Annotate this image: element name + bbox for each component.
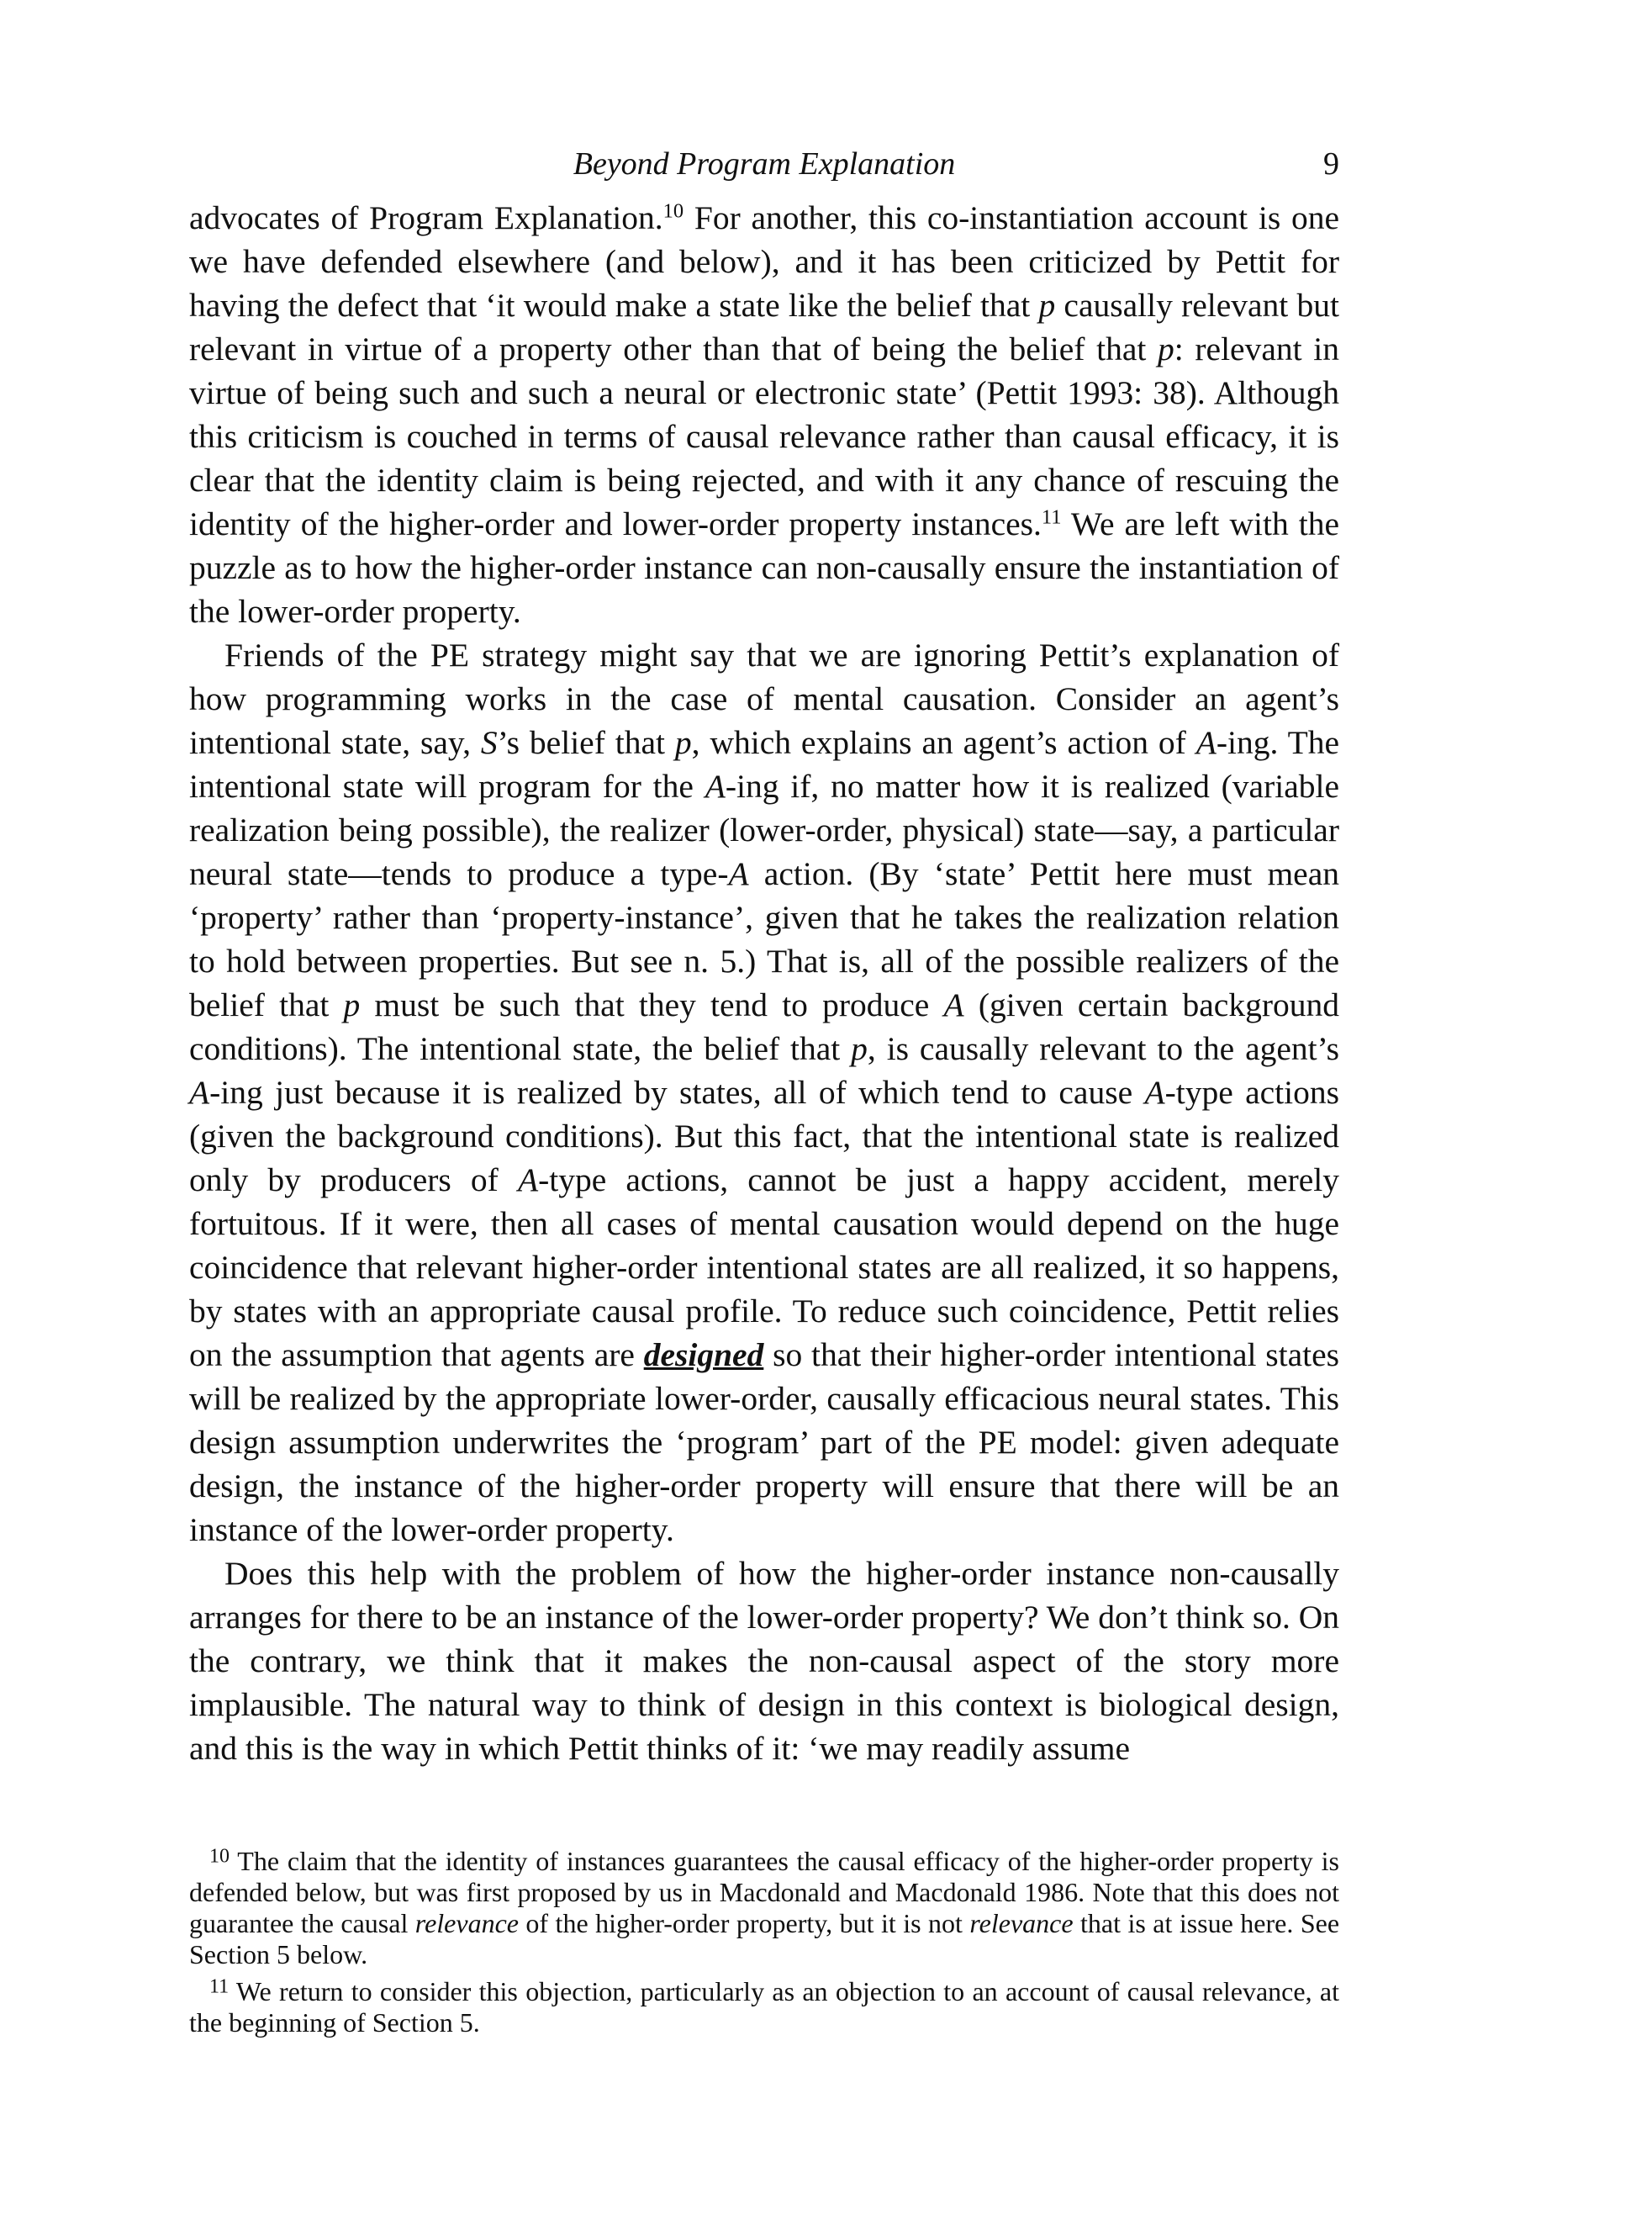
text-span: action. (By ‘state’ Pettit here must mean ‘property’ rather than ‘property-instance’, given that he takes the realization relation to hold between properties. But see n. 5.) That is, all of the possible realizers of the belief that: [189, 855, 1339, 1023]
footnote-11: [189, 1976, 1339, 2038]
italic-variable: A: [189, 1074, 210, 1111]
paragraph-2: [189, 633, 1339, 1552]
text-span: : relevant in virtue of being such and such a neural or electronic state’ (Pettit 1993: 38). Although this criticism is couched in terms of causal relevance rather than causal efficacy, it is clear that the identity claim is being rejected, and with it any chance of rescuing the identity of the higher-order and lower-order property instances.: [189, 330, 1339, 542]
italic-variable: A: [705, 768, 726, 805]
paragraph-3: Does this help with the problem of how the higher-order instance non-causally arranges for there to be an instance of the lower-order property? We don’t think so. On the contrary, we think that it makes the non-causal aspect of the story more implausible. The natural way to think of design in this context is biological design, and this is the way in which Pettit thinks of it: ‘we may readily assume: [189, 1555, 1339, 1767]
italic-variable: A: [1144, 1074, 1165, 1111]
footnotes: [189, 1846, 1339, 2044]
text-span: causally relevant but relevant in virtue of a property other than that of being the belief that: [189, 287, 1339, 367]
running-title: Beyond Program Explanation: [573, 146, 956, 182]
footnote-10: [189, 1846, 1339, 1970]
italic-variable: p: [1158, 330, 1174, 367]
text-span: that is at issue here. See Section 5 below.: [189, 1908, 1340, 1969]
italic-variable: A: [943, 986, 964, 1023]
text-span: , is causally relevant to the agent’s: [867, 1030, 1339, 1067]
text-span: -ing if, no matter how it is realized (variable realization being possible), the realizer (lower-order, physical) state—say, a particular neural state—tends to produce a type-: [189, 768, 1339, 892]
italic-term: relevance: [969, 1908, 1074, 1938]
text-span: We return to consider this objection, particularly as an objection to an account of causal relevance, at the beginning of Section 5.: [189, 1976, 1339, 2038]
text-span: , which explains an agent’s action of: [691, 724, 1196, 761]
paragraph-1: [189, 196, 1339, 633]
text-span: The claim that the identity of instances guarantees the causal efficacy of the higher-order property is defended below, but was first proposed by us in Macdonald and Macdonald 1986. Note that this does not guarantee the causal: [189, 1846, 1339, 1938]
page: [189, 139, 1339, 1770]
text-span: -type actions, cannot be just a happy accident, merely fortuitous. If it were, then all cases of mental causation would depend on the huge coincidence that relevant higher-order intentional states are all realized, it so happens, by states with an appropriate causal profile. To reduce such coincidence, Pettit relies on the assumption that agents are: [189, 1161, 1339, 1373]
footnote-ref-11[interactable]: 11: [1041, 505, 1062, 529]
text-span: so that their higher-order intentional states will be realized by the appropriate lower-order, causally efficacious neural states. This design assumption underwrites the ‘program’ part of the PE model: given adequate design, the instance of the higher-order property will ensure that there will be an instance of the lower-order property.: [189, 1336, 1339, 1548]
text-span: We are left with the puzzle as to how the higher-order instance can non-causally ensure the instantiation of the lower-order property.: [189, 505, 1339, 630]
italic-variable: A: [517, 1161, 539, 1198]
italic-variable: p: [851, 1030, 868, 1067]
text-span: (given certain background conditions). The intentional state, the belief that: [189, 986, 1339, 1067]
italic-variable: p: [343, 986, 361, 1023]
text-span: -ing. The intentional state will program for the: [189, 724, 1339, 805]
italic-variable: p: [674, 724, 692, 761]
text-span: Friends of the PE strategy might say that we are ignoring Pettit’s explanation of how programming works in the case of mental causation. Consider an agent’s intentional state, say,: [189, 637, 1339, 761]
body-text: [189, 196, 1339, 1770]
text-span: -type actions (given the background conditions). But this fact, that the intentional state is realized only by producers of: [189, 1074, 1339, 1198]
italic-term: relevance: [414, 1908, 519, 1938]
italic-variable: S: [480, 724, 498, 761]
emphasis-designed: designed: [643, 1336, 764, 1373]
page-number: 9: [1323, 146, 1339, 182]
text-span: For another, this co-instantiation account is one we have defended elsewhere (and below), and it has been criticized by Pettit for having the defect that ‘it would make a state like the belief that: [189, 199, 1339, 324]
footnote-ref-10[interactable]: 10: [662, 199, 684, 223]
running-head: [189, 139, 1339, 189]
text-span: of the higher-order property, but it is not: [518, 1908, 970, 1938]
italic-variable: A: [728, 855, 749, 892]
text-span: advocates of Program Explanation.: [189, 199, 663, 236]
text-span: ’s belief that: [497, 724, 675, 761]
text-span: must be such that they tend to produce: [360, 986, 944, 1023]
footnote-mark-10: 10: [209, 1845, 230, 1868]
italic-variable: p: [1038, 287, 1056, 324]
italic-variable: A: [1195, 724, 1217, 761]
footnote-mark-11: 11: [209, 1975, 230, 1998]
text-span: -ing just because it is realized by states, all of which tend to cause: [209, 1074, 1145, 1111]
